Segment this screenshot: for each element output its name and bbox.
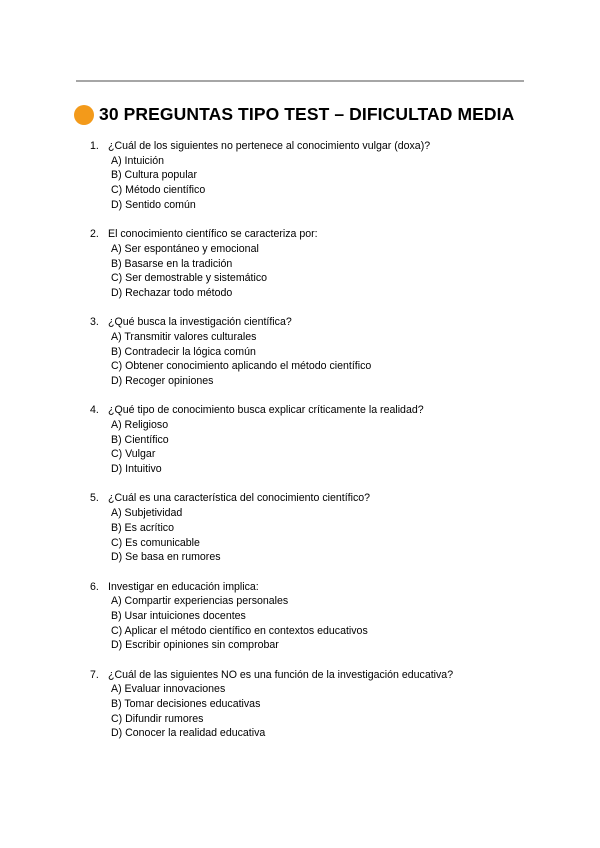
answer-option: C) Difundir rumores: [111, 712, 204, 725]
answer-option: D) Escribir opiniones sin comprobar: [111, 639, 279, 652]
question-text: ¿Qué busca la investigación científica?: [108, 316, 292, 329]
question-text: ¿Cuál es una característica del conocimiento científico?: [108, 492, 371, 505]
question-number: 6.: [90, 580, 99, 593]
answer-option: A) Subjetividad: [111, 507, 183, 520]
question-text: ¿Cuál de los siguientes no pertenece al conocimiento vulgar (doxa)?: [108, 140, 431, 152]
question-text: Investigar en educación implica:: [108, 580, 259, 593]
question-number: 7.: [90, 668, 99, 681]
question-text: ¿Cuál de las siguientes NO es una función de la investigación educativa?: [108, 668, 454, 681]
answer-option: A) Religioso: [111, 419, 169, 432]
answer-option: D) Se basa en rumores: [111, 551, 221, 564]
answer-option: C) Vulgar: [111, 448, 156, 461]
answer-option: B) Tomar decisiones educativas: [111, 698, 261, 711]
answer-option: D) Rechazar todo método: [111, 286, 233, 299]
answer-option: C) Es comunicable: [111, 536, 200, 549]
orange-bullet-icon: [74, 105, 94, 125]
question: [90, 139, 530, 213]
question-text: El conocimiento científico se caracteriza por:: [108, 228, 318, 241]
answer-option: B) Usar intuiciones docentes: [111, 609, 246, 622]
question: [90, 580, 530, 654]
question-number: 5.: [90, 492, 99, 505]
question-number: 3.: [90, 316, 99, 329]
answer-option: B) Contradecir la lógica común: [111, 345, 256, 358]
question-number: 2.: [90, 228, 99, 241]
answer-option: D) Recoger opiniones: [111, 375, 214, 388]
answer-option: A) Compartir experiencias personales: [111, 595, 289, 608]
answer-option: B) Es acrítico: [111, 521, 174, 534]
question-number: 1.: [90, 140, 99, 152]
answer-option: A) Transmitir valores culturales: [111, 330, 257, 343]
answer-option: B) Cultura popular: [111, 169, 197, 182]
question-text: ¿Qué tipo de conocimiento busca explicar críticamente la realidad?: [108, 404, 424, 417]
question: [90, 227, 530, 301]
section-title: 30 PREGUNTAS TIPO TEST – DIFICULTAD MEDIA: [99, 104, 515, 124]
section-heading: [74, 104, 514, 125]
question: [90, 668, 530, 742]
answer-option: B) Científico: [111, 433, 169, 446]
answer-option: D) Intuitivo: [111, 463, 162, 476]
top-divider: [76, 80, 524, 82]
answer-option: C) Método científico: [111, 184, 206, 197]
answer-option: C) Obtener conocimiento aplicando el método científico: [111, 360, 372, 373]
answer-option: C) Aplicar el método científico en contextos educativos: [111, 624, 368, 637]
question: [90, 491, 530, 565]
question: [90, 403, 530, 477]
answer-option: D) Conocer la realidad educativa: [111, 727, 266, 740]
question-list: [90, 139, 530, 756]
answer-option: B) Basarse en la tradición: [111, 257, 233, 270]
answer-option: C) Ser demostrable y sistemático: [111, 272, 268, 285]
answer-option: A) Ser espontáneo y emocional: [111, 242, 259, 255]
answer-option: A) Evaluar innovaciones: [111, 683, 226, 696]
question-number: 4.: [90, 404, 99, 417]
answer-option: D) Sentido común: [111, 198, 196, 211]
question: [90, 315, 530, 389]
answer-option: A) Intuición: [111, 154, 164, 167]
